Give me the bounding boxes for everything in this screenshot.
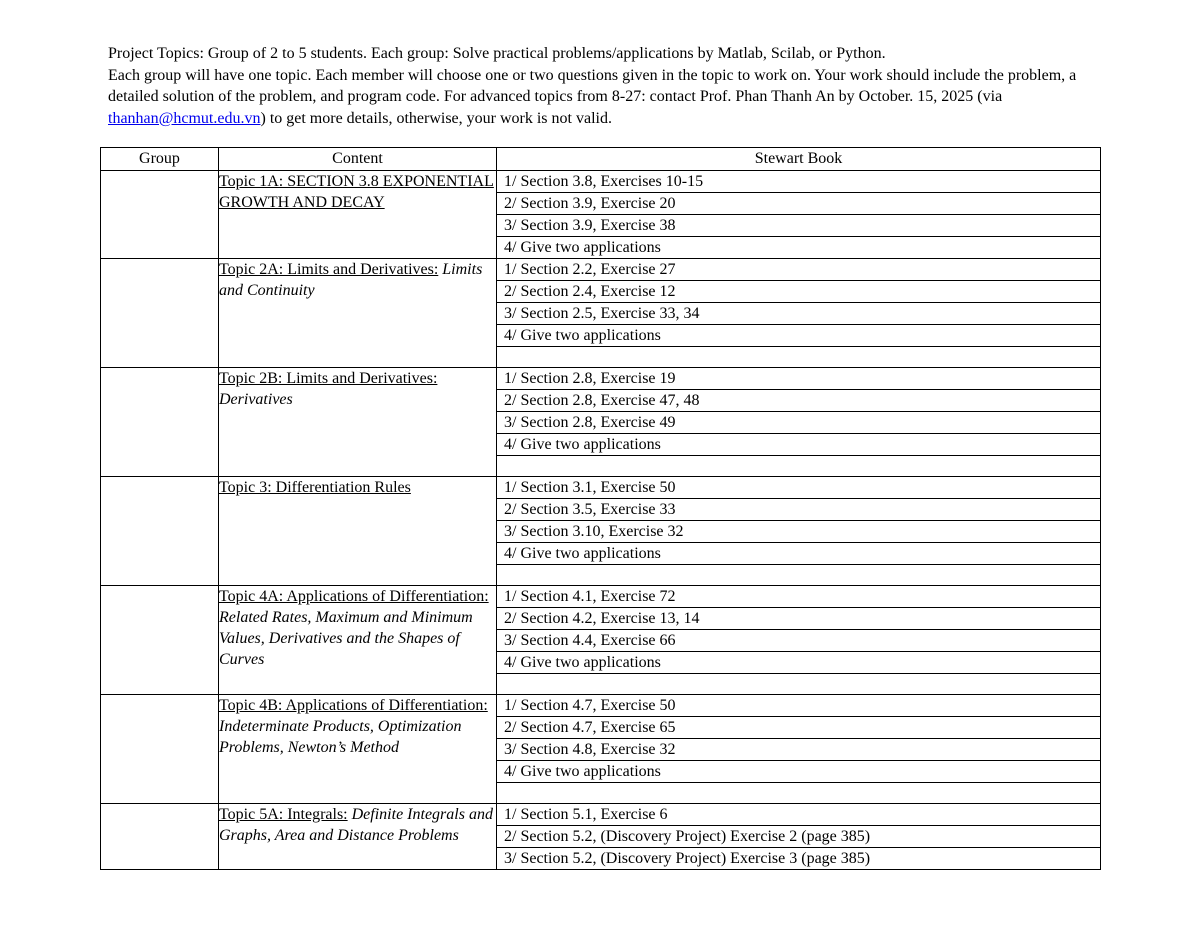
exercise-item: 2/ Section 4.2, Exercise 13, 14 <box>497 608 1100 630</box>
exercise-item: 1/ Section 3.8, Exercises 10-15 <box>497 171 1100 193</box>
exercise-item: 2/ Section 3.5, Exercise 33 <box>497 499 1100 521</box>
exercise-list-cell <box>497 368 1101 477</box>
table-row <box>101 804 1101 870</box>
exercise-item: 3/ Section 3.9, Exercise 38 <box>497 215 1100 237</box>
empty-exercise-line <box>497 565 1100 585</box>
exercise-list-cell <box>497 171 1101 259</box>
group-cell <box>101 259 219 368</box>
topic-title: Topic 5A: Integrals: <box>219 806 348 823</box>
intro-paragraph <box>108 65 1098 130</box>
topic-subtitle: Limits and Continuity <box>219 261 483 299</box>
exercise-item: 3/ Section 4.8, Exercise 32 <box>497 739 1100 761</box>
table-row <box>101 368 1101 477</box>
table-row <box>101 259 1101 368</box>
topic-title: Topic 2A: Limits and Derivatives: <box>219 261 439 278</box>
topic-content-cell <box>219 171 497 259</box>
topic-subtitle: Definite Integrals and Graphs, Area and Distance Problems <box>219 806 493 844</box>
topic-rows <box>101 171 1101 870</box>
topic-title: Topic 1A: SECTION 3.8 EXPONENTIAL GROWTH AND DECAY <box>219 173 494 211</box>
header-group: Group <box>101 148 219 171</box>
exercise-list-cell <box>497 804 1101 870</box>
empty-exercise-line <box>497 674 1100 694</box>
empty-exercise-line <box>497 456 1100 476</box>
exercise-list-cell <box>497 586 1101 695</box>
group-cell <box>101 804 219 870</box>
exercise-item: 3/ Section 3.10, Exercise 32 <box>497 521 1100 543</box>
header-stewart-book: Stewart Book <box>497 148 1101 171</box>
topic-title: Topic 2B: Limits and Derivatives: <box>219 370 438 387</box>
exercise-item: 4/ Give two applications <box>497 325 1100 347</box>
topic-content-cell <box>219 259 497 368</box>
exercise-item: 2/ Section 2.4, Exercise 12 <box>497 281 1100 303</box>
topic-title: Topic 3: Differentiation Rules <box>219 479 411 496</box>
exercise-item: 1/ Section 2.8, Exercise 19 <box>497 368 1100 390</box>
exercise-item: 3/ Section 4.4, Exercise 66 <box>497 630 1100 652</box>
exercise-list-cell <box>497 477 1101 586</box>
exercise-item: 2/ Section 2.8, Exercise 47, 48 <box>497 390 1100 412</box>
topics-table <box>100 147 1101 870</box>
topic-content-cell <box>219 586 497 695</box>
empty-exercise-line <box>497 347 1100 367</box>
topic-content-cell <box>219 695 497 804</box>
group-cell <box>101 171 219 259</box>
group-cell <box>101 477 219 586</box>
contact-email-link[interactable]: thanhan@hcmut.edu.vn <box>108 109 261 127</box>
exercise-item: 3/ Section 2.8, Exercise 49 <box>497 412 1100 434</box>
table-row <box>101 477 1101 586</box>
intro-line-2: Each group will have one topic. Each member will choose one or two questions given in the topic to work on. Your work should include the problem, a detailed solution of the problem, and program code. For advanced topics from 8-27: contact Prof. Phan Thanh An by October. 15, 2025 (via <box>108 66 1077 105</box>
topic-content-cell <box>219 804 497 870</box>
exercise-list-cell <box>497 695 1101 804</box>
table-row <box>101 171 1101 259</box>
exercise-item: 2/ Section 4.7, Exercise 65 <box>497 717 1100 739</box>
exercise-item: 2/ Section 3.9, Exercise 20 <box>497 193 1100 215</box>
group-cell <box>101 368 219 477</box>
group-cell <box>101 695 219 804</box>
exercise-item: 1/ Section 4.1, Exercise 72 <box>497 586 1100 608</box>
exercise-item: 4/ Give two applications <box>497 543 1100 565</box>
topic-title: Topic 4B: Applications of Differentiation: <box>219 697 488 714</box>
exercise-item: 2/ Section 5.2, (Discovery Project) Exercise 2 (page 385) <box>497 826 1100 848</box>
topic-subtitle: Indeterminate Products, Optimization Problems, Newton’s Method <box>219 718 462 756</box>
exercise-item: 1/ Section 4.7, Exercise 50 <box>497 695 1100 717</box>
topic-subtitle: Derivatives <box>219 391 293 408</box>
table-header-row <box>101 148 1101 171</box>
exercise-item: 4/ Give two applications <box>497 652 1100 674</box>
exercise-item: 3/ Section 2.5, Exercise 33, 34 <box>497 303 1100 325</box>
empty-exercise-line <box>497 783 1100 803</box>
exercise-item: 4/ Give two applications <box>497 761 1100 783</box>
exercise-item: 1/ Section 3.1, Exercise 50 <box>497 477 1100 499</box>
topic-content-cell <box>219 368 497 477</box>
group-cell <box>101 586 219 695</box>
exercise-item: 1/ Section 2.2, Exercise 27 <box>497 259 1100 281</box>
intro-line-2-end: ) to get more details, otherwise, your work is not valid. <box>260 109 612 127</box>
topic-title: Topic 4A: Applications of Differentiation: <box>219 588 489 605</box>
table-row <box>101 586 1101 695</box>
exercise-item: 3/ Section 5.2, (Discovery Project) Exercise 3 (page 385) <box>504 850 871 867</box>
table-row <box>101 695 1101 804</box>
header-content: Content <box>219 148 497 171</box>
exercise-list-cell <box>497 259 1101 368</box>
topic-subtitle: Related Rates, Maximum and Minimum Values, Derivatives and the Shapes of Curves <box>219 609 473 668</box>
exercise-item: 4/ Give two applications <box>497 434 1100 456</box>
exercise-item: 1/ Section 5.1, Exercise 6 <box>497 804 1100 826</box>
project-intro <box>108 43 1098 129</box>
intro-line-1: Project Topics: Group of 2 to 5 students. Each group: Solve practical problems/applications by Matlab, Scilab, or Python. <box>108 45 886 62</box>
topic-content-cell <box>219 477 497 586</box>
exercise-item: 4/ Give two applications <box>504 239 661 256</box>
